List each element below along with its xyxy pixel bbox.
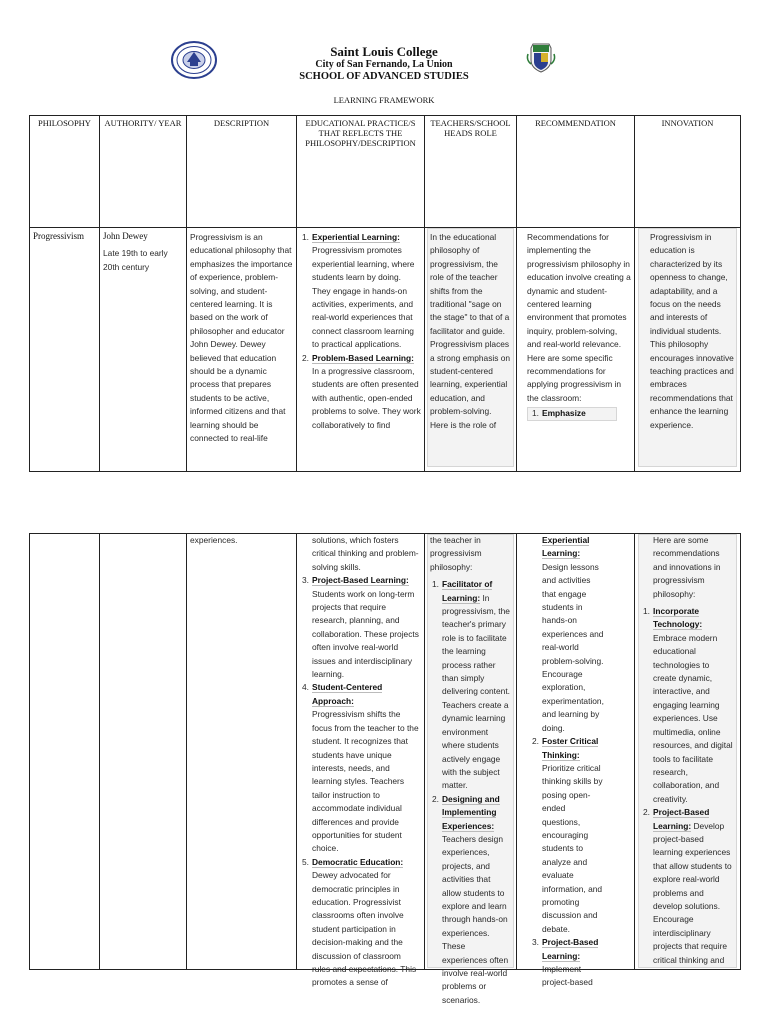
practice-text: Students work on long-term projects that require research, planning, and collaboration. These projects often involve real-world issues and interdisciplinary learning. — [312, 588, 419, 680]
practice-title: Experiential Learning: — [312, 232, 400, 242]
school-city: City of San Fernando, La Union — [315, 59, 453, 70]
recommendation-item — [527, 735, 604, 936]
description-continued: experiences. — [190, 535, 238, 545]
innovation-intro: Here are some recommendations and innovations in progressivism philosophy: — [653, 535, 721, 599]
innovation-title: Incorporate Technology: — [653, 606, 703, 630]
practice-text: Progressivism shifts the focus from the teacher to the student. It recognizes that students have unique interests, needs, and learning styles. Teachers tailor instruction to accommodate individual differences and provide opportunities for student choice. — [312, 709, 419, 854]
recommendation-title: Emphasize — [542, 408, 586, 419]
col-header-philosophy: PHILOSOPHY — [30, 116, 100, 228]
recommendation-number: 3. — [532, 937, 539, 948]
practice-number: 4. — [302, 682, 309, 693]
header-row — [30, 116, 741, 228]
philosophy-name: Progressivism — [33, 231, 85, 241]
document-title: LEARNING FRAMEWORK — [333, 95, 435, 105]
practice-text: Progressivism promotes experiential learning, where students learn by doing. They engage in hands-on activities, experiments, and real-world experiences that connect classroom learning to practical applications. — [312, 245, 415, 350]
practice-item — [297, 681, 421, 855]
recommendation-item — [527, 407, 617, 420]
innovation-number: 2. — [643, 807, 650, 818]
practice-number: 3. — [302, 575, 309, 586]
innovation-text: Develop project-based learning experiences that allow students to explore real-world problems and develop solutions. Encourage interdisciplinary projects that require critical thinking and — [653, 820, 732, 965]
practice-title: Democratic Education: — [312, 856, 404, 867]
role-text: Teachers design experiences, projects, and activities that allow students to explore and learn through hands-on experiences. These experiences often involve real-world problems or scenarios. — [442, 833, 509, 1005]
innovation-number: 1. — [643, 606, 650, 617]
framework-table-1 — [29, 115, 741, 472]
role-title: Designing and Implementing Experiences: — [442, 793, 500, 831]
practice-item — [297, 574, 421, 681]
role-item — [427, 793, 511, 1008]
col-header-recommendation: RECOMMENDATION — [517, 116, 635, 228]
col-header-practices: EDUCATIONAL PRACTICE/S THAT REFLECTS THE PHILOSOPHY/DESCRIPTION — [297, 116, 425, 228]
practice-text: Dewey advocated for democratic principles in education. Progressivist classrooms often involve student participation in decision-making and the discussion of classroom rules and expectations. This promotes a sense of — [312, 870, 417, 988]
recommendation-title: Foster Critical Thinking: — [542, 736, 599, 760]
practice-number: 5. — [302, 856, 309, 867]
innovation-item — [638, 806, 734, 967]
recommendation-item — [527, 936, 604, 990]
recommendation-text: Implement project-based — [542, 964, 593, 988]
innovation-item — [638, 605, 734, 806]
recommendation-number: 2. — [532, 736, 539, 747]
practice-title: Problem-Based Learning: — [312, 352, 414, 363]
progressivism-row-continued — [30, 534, 741, 970]
role-number: 1. — [432, 579, 439, 590]
role-text: In progressivism, the teacher's primary role is to facilitate the learning process rather than simply delivering content. Teachers create a dynamic learning environment where students actively engage with the subject matter. — [442, 592, 510, 791]
role-number: 2. — [432, 793, 439, 804]
role-continued: the teacher in progressivism philosophy: — [430, 535, 482, 572]
recommendation-text: Prioritize critical thinking skills by posing open-ended questions, encouraging students to analyze and evaluate information, and promoting discussion and debate. — [542, 762, 603, 934]
practice-title: Project-Based Learning: — [312, 575, 409, 586]
recommendation-continued-title: Experiential Learning: — [542, 535, 590, 559]
practice-text: In a progressive classroom, students are often presented with authentic, open-ended problems to solve. They work collaboratively to find — [312, 366, 421, 430]
practice-item — [297, 231, 421, 352]
role-title: Facilitator of Learning: — [442, 579, 493, 603]
authority-name: John Dewey — [103, 231, 148, 241]
practice-number: 2. — [302, 352, 309, 363]
recommendation-continued-text: Design lessons and activities that engage students in hands-on experiences and real-world problem-solving. Encourage exploration, experimentation, and learning by doing. — [542, 561, 604, 733]
col-header-authority: AUTHORITY/ YEAR — [100, 116, 187, 228]
practice-title: Student-Centered Approach: — [312, 682, 383, 706]
practice-item — [297, 352, 421, 432]
practice-number: 1. — [302, 232, 309, 242]
recommendation-number: 1. — [532, 408, 539, 419]
innovation-text: Embrace modern educational technologies to create dynamic, interactive, and engaging learning experiences. Use multimedia, online resources, and digital tools to facilitate research, collaboration, and creativity. — [653, 632, 733, 804]
role-item — [427, 578, 511, 793]
col-header-innovation: INNOVATION — [635, 116, 741, 228]
progressivism-row — [30, 228, 741, 472]
col-header-role: TEACHERS/SCHOOL HEADS ROLE — [425, 116, 517, 228]
recommendation-title: Project-Based Learning: — [542, 937, 599, 961]
school-name: Saint Louis College — [330, 44, 438, 59]
recommendation-text: Recommendations for implementing the progressivism philosophy in education involve creating a dynamic and student-centered learning environment that promotes inquiry, problem-solving, and real-world relevance. Here are some specific recommendations for applying progressivism in the classroom: — [527, 232, 631, 403]
role-text: In the educational philosophy of progressivism, the role of the teacher shifts from the traditional "sage on the stage" to that of a facilitator and guide. Progressivism places a strong emphasis on student-centered learning, experiential education, and problem-solving. Here is the role of — [427, 228, 514, 467]
practice-item — [297, 856, 421, 990]
col-header-description: DESCRIPTION — [187, 116, 297, 228]
description-text: Progressivism is an educational philosophy that emphasizes the importance of experience, problem-solving, and student-centered learning. It is based on the work of philosopher and educator John Dewey. Dewey believed that education should be a dynamic process that prepares students to be active, informed citizens and that learning should be connected to real-life — [190, 232, 293, 444]
innovation-title: Project-Based Learning: — [653, 807, 710, 831]
authority-year: Late 19th to early 20th century — [103, 248, 168, 272]
department-name: SCHOOL OF ADVANCED STUDIES — [299, 71, 469, 82]
framework-table-2 — [29, 533, 741, 1005]
innovation-text: Progressivism in education is characterized by its openness to change, adaptability, and a focus on the needs and interests of individual students. This philosophy encourages innovative teaching practices and embraces recommendations that enhance the learning experience. — [638, 228, 737, 467]
practice-continued: solutions, which fosters critical thinking and problem-solving skills. — [312, 535, 419, 572]
